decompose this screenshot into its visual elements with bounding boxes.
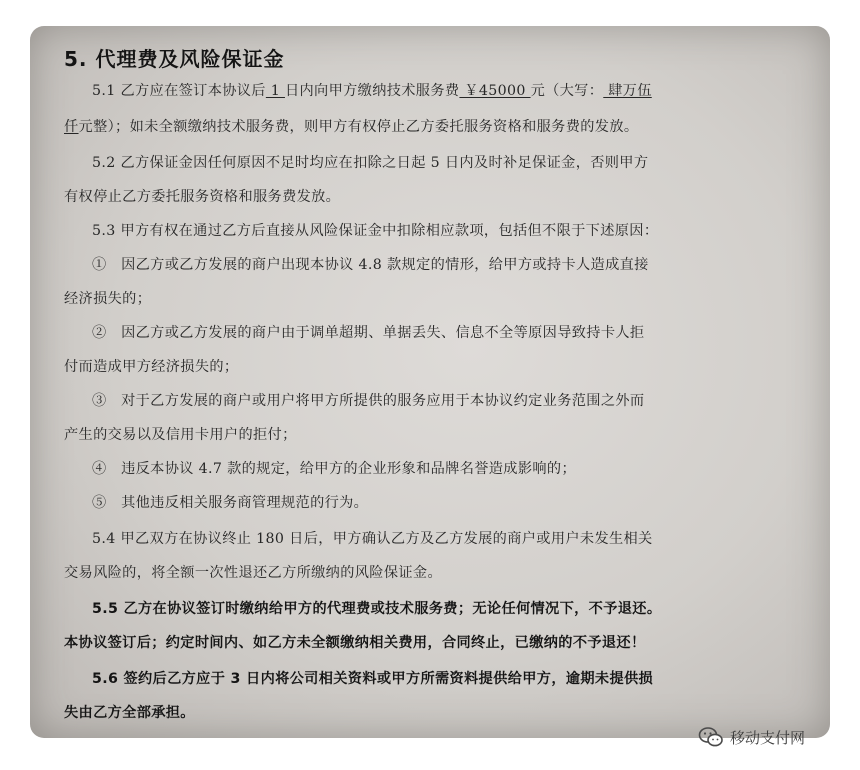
clause-5-1-line-1 [92,80,652,100]
clause-5-5-line-2: 本协议签订后；约定时间内、如乙方未全额缴纳相关费用，合同终止，已缴纳的不予退还！ [64,635,646,651]
payment-days: 1 [265,83,285,99]
amount-in-words-part-1: 肆万伍 [603,83,652,99]
clause-5-3-item-1-line-2: 经济损失的； [64,291,152,307]
clause-5-1-text-b: 日内向甲方缴纳技术服务费 [284,83,460,99]
amount-in-words-part-2: 仟 [64,119,79,135]
wechat-icon [698,726,724,748]
payment-amount: ￥45000 [459,83,531,99]
clause-5-4-line-1: 5.4 甲乙双方在协议终止 180 日后，甲方确认乙方及乙方发展的商户或用户未发生相关 [92,531,653,547]
clause-5-3-item-5: ⑤ 其他违反相关服务商管理规范的行为。 [92,495,369,511]
clause-5-1-text-a: 5.1 乙方应在签订本协议后 [92,83,266,99]
clause-5-5-line-1: 5.5 乙方在协议签订时缴纳给甲方的代理费或技术服务费；无论任何情况下，不予退还。 [92,601,662,617]
clause-5-6-line-1: 5.6 签约后乙方应于 3 日内将公司相关资料或甲方所需资料提供给甲方，逾期未提供损 [92,671,654,687]
clause-5-3-item-2-line-2: 付而造成甲方经济损失的； [64,359,239,375]
clause-5-1-text-c: 元（大写： [530,83,604,99]
clause-5-3-item-3-line-2: 产生的交易以及信用卡用户的拒付； [64,427,297,443]
clause-5-3-item-3-line-1: ③ 对于乙方发展的商户或用户将甲方所提供的服务应用于本协议约定业务范围之外而 [92,393,645,409]
clause-5-4-line-2: 交易风险的，将全额一次性退还乙方所缴纳的风险保证金。 [64,565,442,581]
clause-5-6-line-2: 失由乙方全部承担。 [64,705,195,721]
section-heading: 5. 代理费及风险保证金 [64,47,285,71]
document-photo [30,26,830,738]
clause-5-2-line-2: 有权停止乙方委托服务资格和服务费发放。 [64,189,341,205]
watermark-text: 移动支付网 [730,728,806,747]
clause-5-1-text-d: 元整）；如未全额缴纳技术服务费，则甲方有权停止乙方委托服务资格和服务费的发放。 [78,119,639,135]
clause-5-1-line-2 [64,116,638,136]
watermark [698,726,805,748]
clause-5-3-item-2-line-1: ② 因乙方或乙方发展的商户由于调单超期、单据丢失、信息不全等原因导致持卡人拒 [92,325,645,341]
clause-5-2-line-1: 5.2 乙方保证金因任何原因不足时均应在扣除之日起 5 日内及时补足保证金，否则甲方 [92,155,649,171]
clause-5-3-item-1-line-1: ① 因乙方或乙方发展的商户出现本协议 4.8 款规定的情形，给甲方或持卡人造成直接 [92,257,649,273]
clause-5-3-intro: 5.3 甲方有权在通过乙方后直接从风险保证金中扣除相应款项，包括但不限于下述原因： [92,223,659,239]
clause-5-3-item-4: ④ 违反本协议 4.7 款的规定，给甲方的企业形象和品牌名誉造成影响的； [92,461,576,477]
